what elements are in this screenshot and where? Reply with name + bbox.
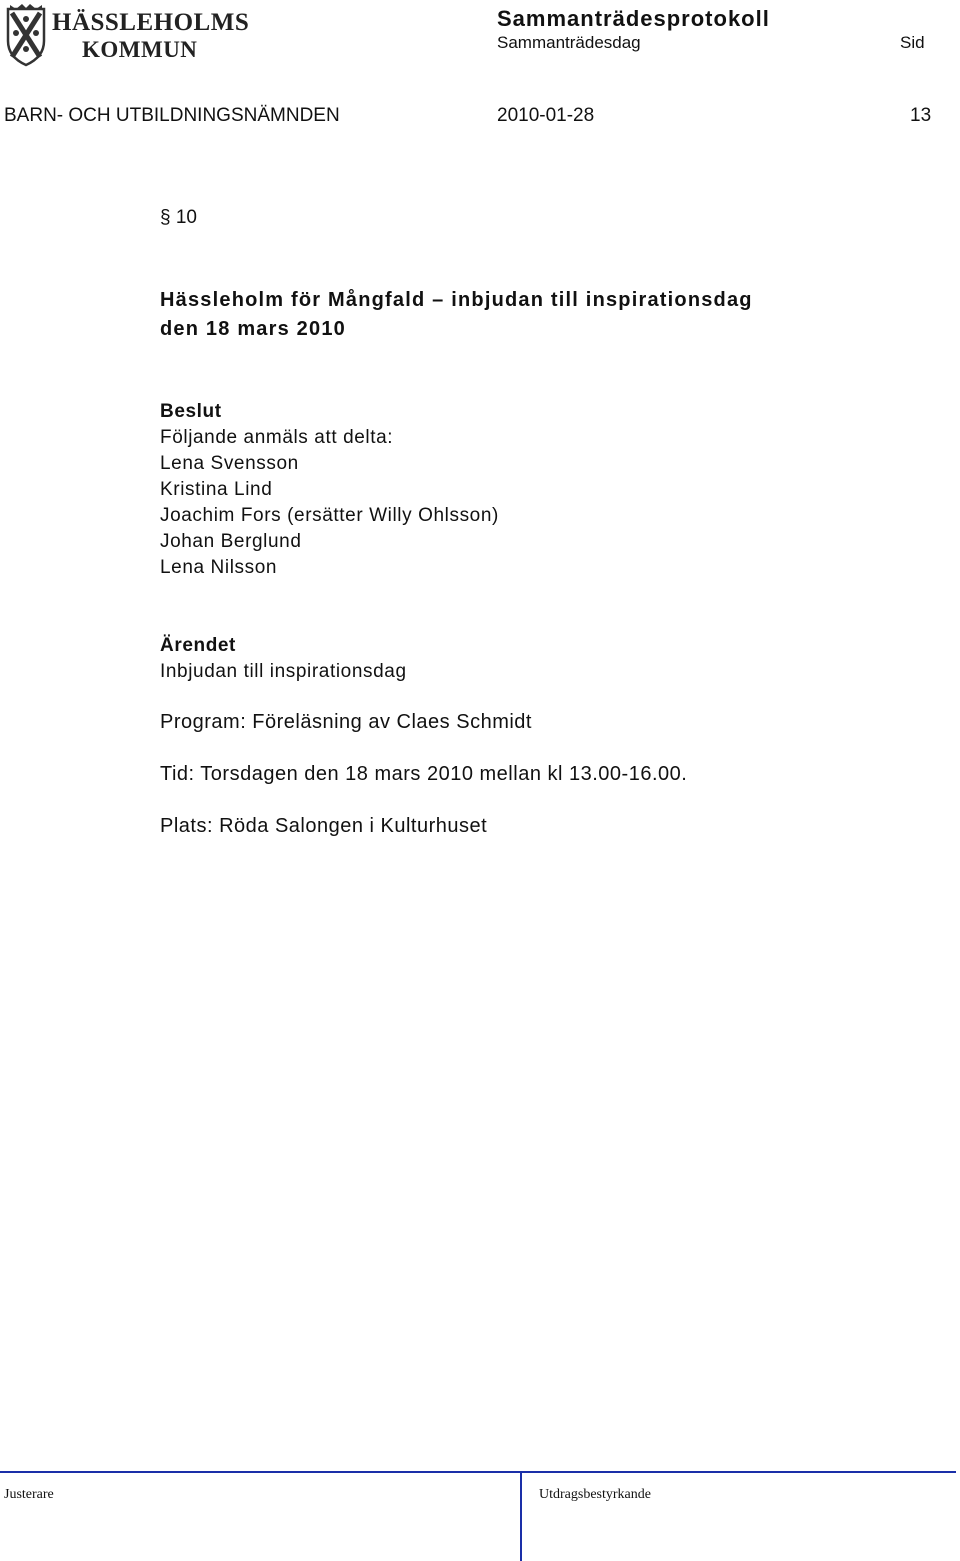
meeting-date-label: Sammanträdesdag [497,33,641,52]
attendee-item: Johan Berglund [160,531,302,552]
meeting-date: 2010-01-28 [497,105,595,126]
matter-title: Ärendet [160,635,236,656]
item-heading-line1: Hässleholm för Mångfald – inbjudan till inspirationsdag [160,289,753,311]
attendee-item: Lena Svensson [160,453,299,474]
item-heading-line2: den 18 mars 2010 [160,318,346,340]
paragraph-number: § 10 [160,207,197,228]
matter-text: Inbjudan till inspirationsdag [160,661,407,682]
program-line: Program: Föreläsning av Claes Schmidt [160,711,532,733]
item-heading [160,286,920,344]
footer-column-divider [520,1471,522,1561]
footer-justerare-label: Justerare [4,1487,54,1502]
matter-section [160,633,407,685]
place-line: Plats: Röda Salongen i Kulturhuset [160,815,488,837]
logo-text-line1: HÄSSLEHOLMS [52,9,250,36]
page-number: 13 [910,105,932,126]
decision-section [160,399,499,581]
decision-title: Beslut [160,401,222,422]
decision-intro: Följande anmäls att delta: [160,427,394,448]
attendee-item: Joachim Fors (ersätter Willy Ohlsson) [160,505,499,526]
footer-utdragsbestyrkande-label: Utdragsbestyrkande [539,1487,651,1502]
coat-of-arms-icon [4,3,48,67]
footer-divider [0,1471,956,1473]
committee-name: BARN- OCH UTBILDNINGSNÄMNDEN [4,105,340,126]
attendee-item: Lena Nilsson [160,557,278,578]
page-label: Sid [900,33,925,52]
municipality-logo [4,3,250,67]
logo-text-line2: KOMMUN [82,37,198,62]
attendee-item: Kristina Lind [160,479,273,500]
document-type-title: Sammanträdesprotokoll [497,6,770,31]
time-line: Tid: Torsdagen den 18 mars 2010 mellan kl 13.00-16.00. [160,763,688,785]
